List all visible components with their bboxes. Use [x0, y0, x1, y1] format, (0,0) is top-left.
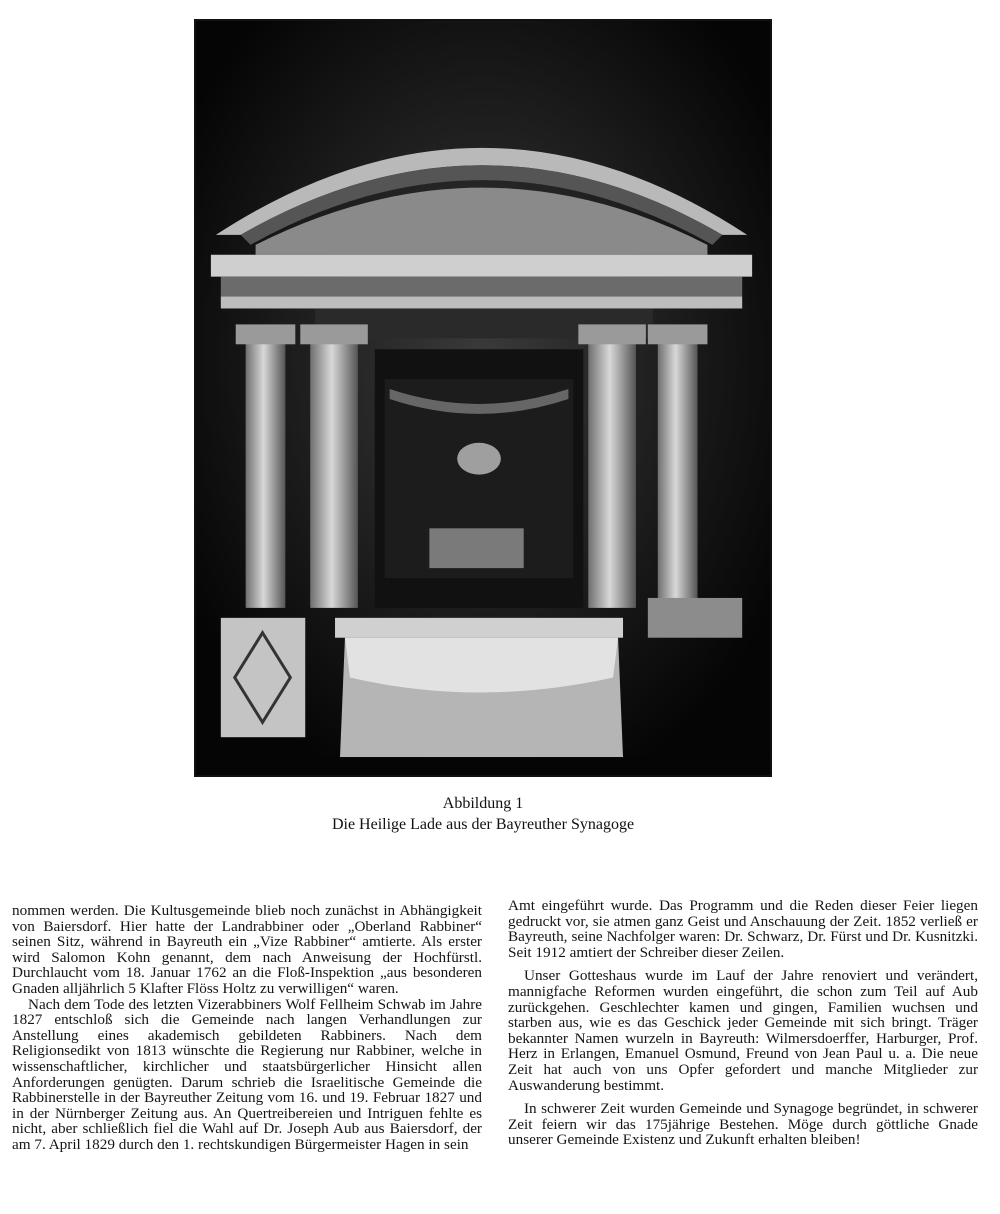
synagogue-torah-ark-photo: [194, 19, 772, 777]
right-text-column: [508, 898, 978, 1148]
figure-caption-number: Abbildung 1: [442, 795, 524, 812]
figure-caption-title: Die Heilige Lade aus der Bayreuther Synagoge: [331, 816, 635, 833]
photo-drawing: [196, 21, 770, 775]
left-paragraph-1: nommen werden. Die Kultusgemeinde blieb noch zunächst in Abhängigkeit von Baiersdorf. Hier hatte der Landrabbiner oder „Oberland Rabbiner“ seinen Sitz, während in Bayreuth ein „Vize Rabbiner“ amtierte. Als erster wird Salomon Kohn genannt, dem nach Anweisung der Hochfürstl. Durchlaucht vom 18. Januar 1762 an die Floß-Inspektion „aus besonderen Gnaden alljährlich 5 Klafter Flöss Holtz zu verwilligen“ waren.: [12, 902, 482, 997]
left-text-column: [12, 903, 482, 1153]
right-paragraph-3: In schwerer Zeit wurden Gemeinde und Synagoge begründet, in schwerer Zeit feiern wir das 175jährige Bestehen. Möge durch göttliche Gnade unserer Gemeinde Existenz und Zukunft erhalten bleiben!: [508, 1100, 978, 1149]
right-paragraph-2: Unser Gotteshaus wurde im Lauf der Jahre renoviert und verändert, mannigfache Reformen wurden eingeführt, die schon zum Teil auf Aub zurückgehen. Geschlechter kamen und gingen, Familien wuchsen und starben aus, wie es das Geschick jeder Gemeinde mit sich bringt. Träger bekannter Namen wurzeln in Bayreuth: Wilmersdoerffer, Harburger, Prof. Herz in Erlangen, Emanuel Osmund, Freund von Jean Paul u. a. Die neue Zeit hat auch von uns Opfer gefordert und manche Mitglieder zur Auswanderung bestimmt.: [508, 967, 978, 1094]
right-paragraph-1: Amt eingeführt wurde. Das Programm und die Reden dieser Feier liegen gedruckt vor, sie atmen ganz Geist und Anschauung der Zeit. 1852 verließ er Bayreuth, seine Nachfolger waren: Dr. Schwarz, Dr. Fürst und Dr. Kusnitzki. Seit 1912 amtiert der Schreiber dieser Zeilen.: [508, 897, 978, 961]
left-paragraph-2: Nach dem Tode des letzten Vizerabbiners Wolf Fellheim Schwab im Jahre 1827 entschloß sich die Gemeinde nach langen Verhandlungen zur Anstellung eines akademisch gebildeten Rabbiners. Nach dem Religionsedikt von 1813 wünschte die Regierung nur Rabbiner, welche in wissenschaftlicher, kirchlicher und staatsbürgerlicher Hinsicht allen Anforderungen genügten. Darum schrieb die Israelitische Gemeinde die Rabbinerstelle in der Bayreuther Zeitung vom 16. und 19. Februar 1827 und in der Nürnberger Zeitung aus. An Quertreibereien und Intriguen fehlte es nicht, aber schließlich fiel die Wahl auf Dr. Joseph Aub aus Baiersdorf, der am 7. April 1829 durch den 1. rechtskundigen Bürgermeister Hagen in sein: [12, 995, 482, 1153]
